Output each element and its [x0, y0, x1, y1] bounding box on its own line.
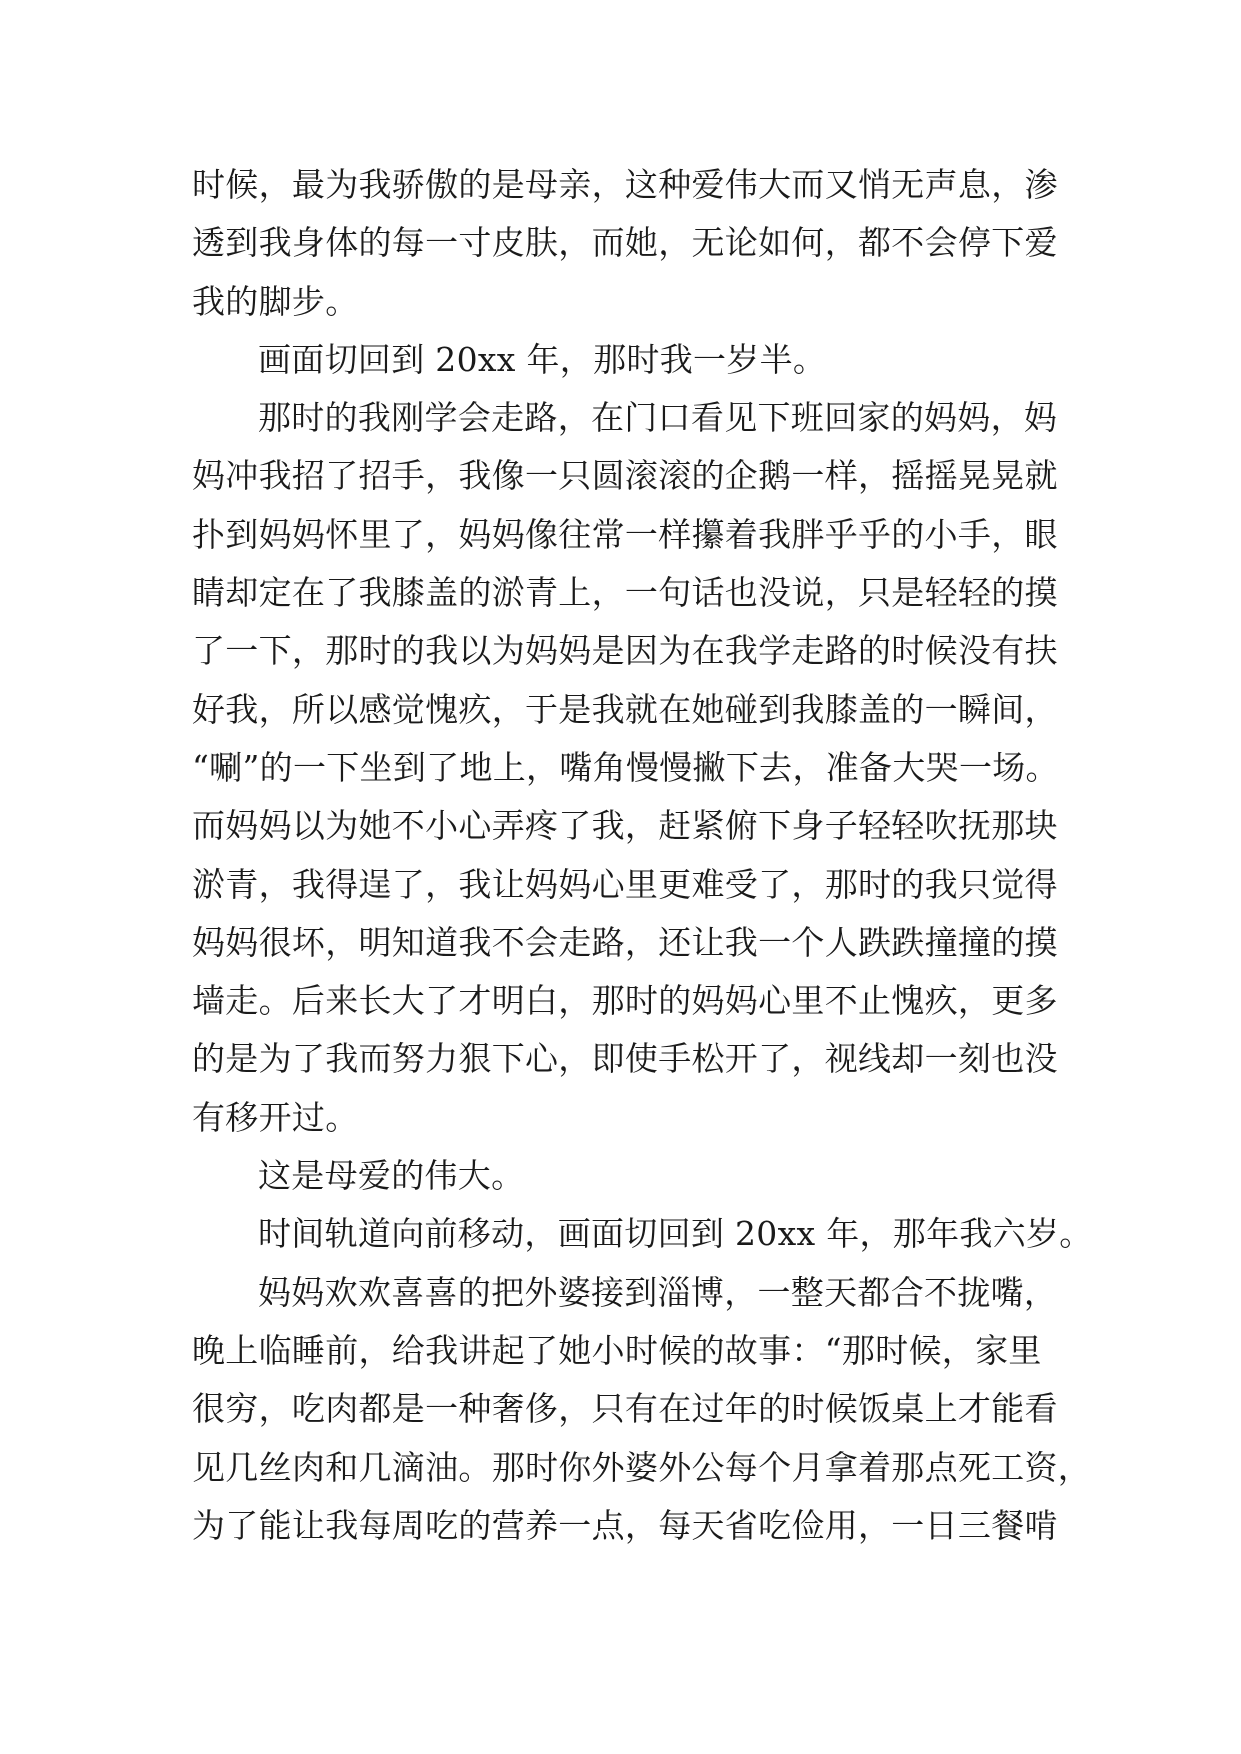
text-line-24: 为了能让我每周吃的营养一点，每天省吃俭用，一日三餐啃 [192, 1505, 1058, 1545]
text-line-12: 而妈妈以为她不小心弄疼了我，赶紧俯下身子轻轻吹抚那块 [192, 806, 1058, 846]
text-line-7: 扑到妈妈怀里了，妈妈像往常一样攥着我胖乎乎的小手，眼 [192, 514, 1058, 554]
text-line-4: 画面切回到 20xx 年，那时我一岁半。 [258, 339, 827, 379]
text-line-2: 透到我身体的每一寸皮肤，而她，无论如何，都不会停下爱 [192, 223, 1058, 263]
text-line-6: 妈冲我招了招手，我像一只圆滚滚的企鹅一样，摇摇晃晃就 [192, 456, 1058, 496]
text-line-20: 妈妈欢欢喜喜的把外婆接到淄博，一整天都合不拢嘴， [258, 1272, 1058, 1312]
text-line-14: 妈妈很坏，明知道我不会走路，还让我一个人跌跌撞撞的摸 [192, 922, 1058, 962]
text-line-13: 淤青，我得逞了，我让妈妈心里更难受了，那时的我只觉得 [192, 864, 1058, 904]
text-line-10: 好我，所以感觉愧疚，于是我就在她碰到我膝盖的一瞬间， [192, 689, 1058, 729]
text-line-3: 我的脚步。 [192, 281, 359, 321]
text-line-16: 的是为了我而努力狠下心，即使手松开了，视线却一刻也没 [192, 1039, 1058, 1079]
text-line-11: “唰”的一下坐到了地上，嘴角慢慢撇下去，准备大哭一场。 [192, 747, 1059, 787]
text-line-9: 了一下，那时的我以为妈妈是因为在我学走路的时候没有扶 [192, 631, 1058, 671]
text-line-5: 那时的我刚学会走路，在门口看见下班回家的妈妈，妈 [258, 398, 1058, 438]
text-line-17: 有移开过。 [192, 1097, 359, 1137]
text-line-21: 晚上临睡前，给我讲起了她小时候的故事：“那时候，家里 [192, 1330, 1042, 1370]
text-line-23: 见几丝肉和几滴油。那时你外婆外公每个月拿着那点死工资， [192, 1447, 1092, 1487]
text-line-22: 很穷，吃肉都是一种奢侈，只有在过年的时候饭桌上才能看 [192, 1389, 1058, 1429]
text-line-18: 这是母爱的伟大。 [258, 1156, 525, 1196]
document-body [192, 156, 1093, 1555]
text-line-8: 睛却定在了我膝盖的淤青上，一句话也没说，只是轻轻的摸 [192, 573, 1058, 613]
text-line-1: 时候，最为我骄傲的是母亲，这种爱伟大而又悄无声息，渗 [192, 165, 1058, 204]
text-line-19: 时间轨道向前移动，画面切回到 20xx 年，那年我六岁。 [258, 1214, 1093, 1254]
text-line-15: 墙走。后来长大了才明白，那时的妈妈心里不止愧疚，更多 [192, 981, 1058, 1021]
